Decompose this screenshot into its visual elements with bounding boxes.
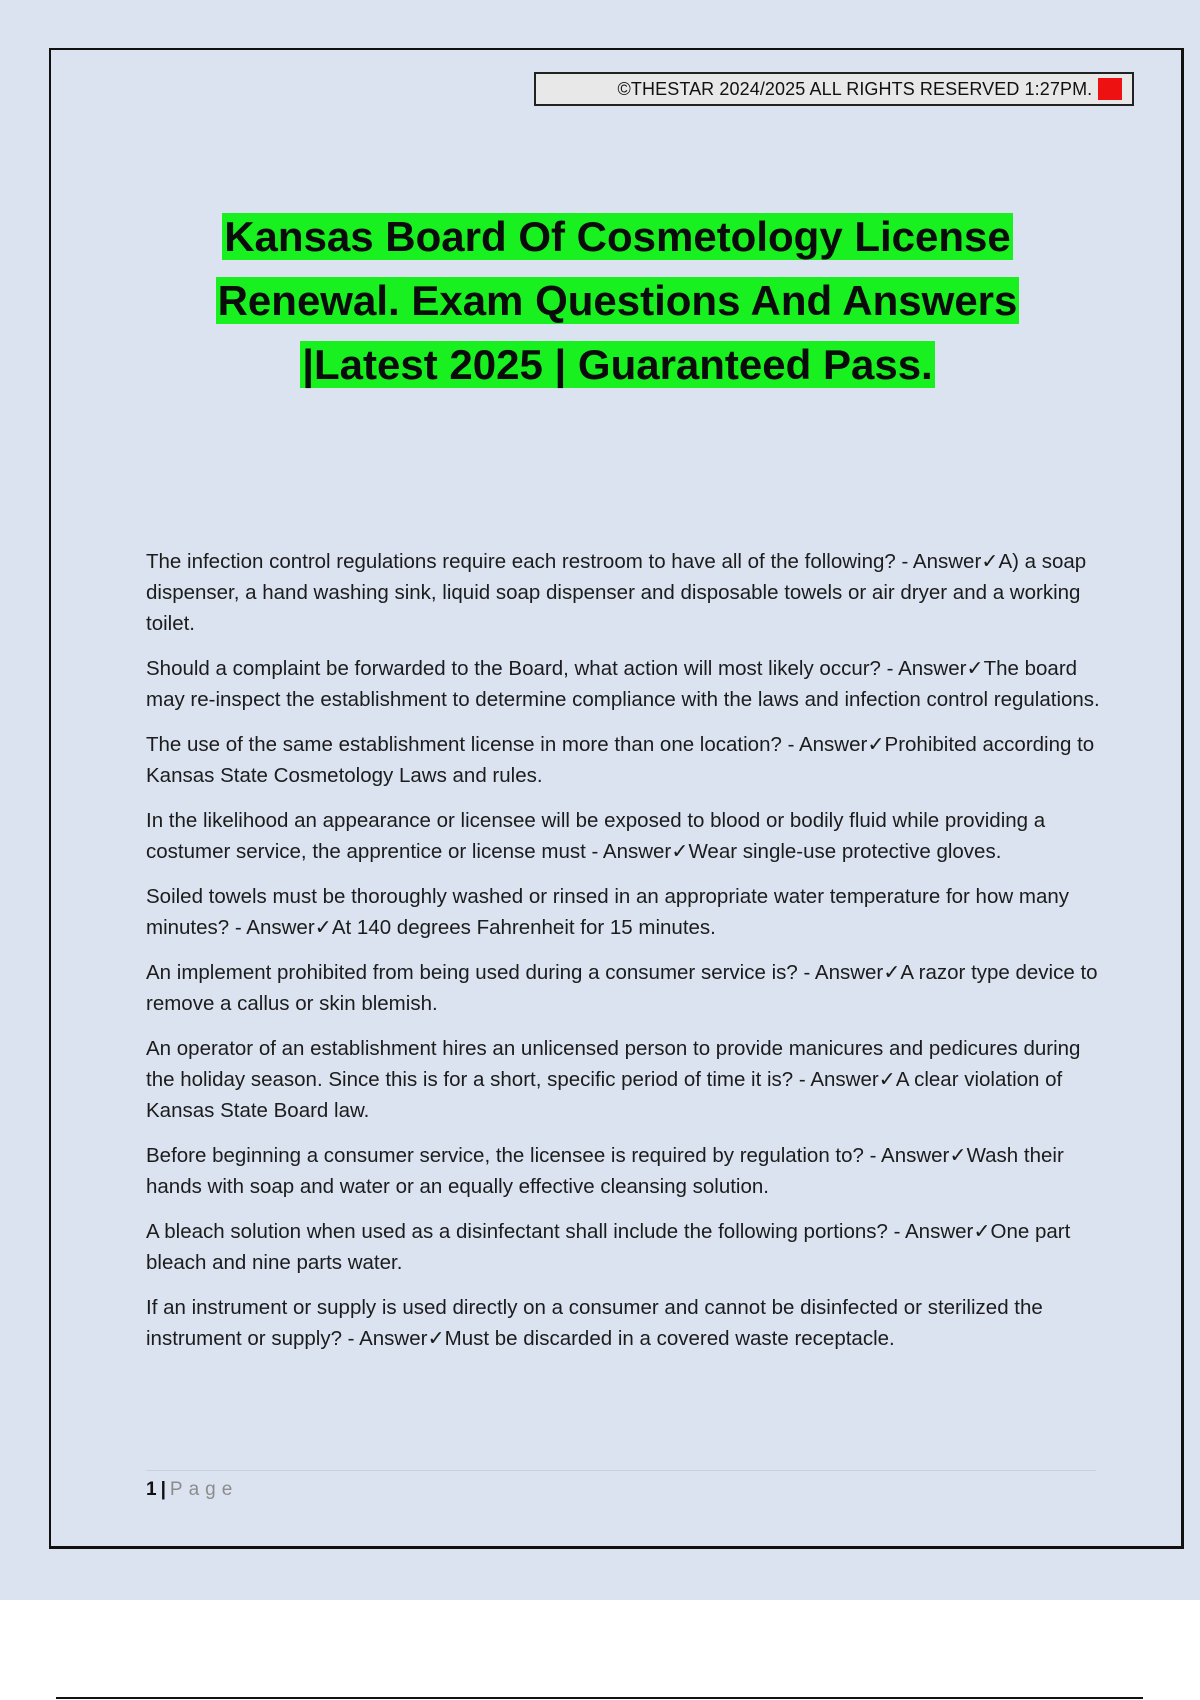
question-text: Before beginning a consumer service, the licensee is required by regulation to? - — [146, 1144, 877, 1167]
qa-item — [146, 805, 1106, 867]
page-footer — [146, 1470, 1096, 1501]
answer-text: Answer✓A) a soap dispenser, a hand washing sink, liquid soap dispenser and disposable towels or air dryer and a working toilet. — [146, 550, 1087, 635]
qa-item — [146, 546, 1106, 639]
answer-text: Answer✓A clear violation of Kansas State Board law. — [146, 1068, 1063, 1122]
qa-item — [146, 881, 1106, 943]
answer-text: Answer✓The board may re-inspect the establishment to determine compliance with the laws and infection control regulations. — [146, 657, 1100, 711]
answer-text: Answer✓One part bleach and nine parts water. — [146, 1220, 1071, 1274]
qa-item — [146, 1292, 1106, 1354]
copyright-header — [534, 72, 1134, 106]
qa-list — [146, 546, 1106, 1368]
title-line: |Latest 2025 | Guaranteed Pass. — [302, 341, 933, 388]
page-number: 1 — [146, 1479, 157, 1500]
qa-item — [146, 653, 1106, 715]
bottom-rule — [56, 1697, 1143, 1699]
title-line: Kansas Board Of Cosmetology License — [224, 213, 1011, 260]
question-text: Should a complaint be forwarded to the Board, what action will most likely occur? - — [146, 657, 894, 680]
title-line: Renewal. Exam Questions And Answers — [217, 277, 1018, 324]
qa-item — [146, 1033, 1106, 1126]
question-text: An implement prohibited from being used during a consumer service is? - — [146, 961, 811, 984]
question-text: In the likelihood an appearance or licensee will be exposed to blood or bodily fluid while providing a costumer service, the apprentice or license must - — [146, 809, 1046, 863]
qa-item — [146, 1140, 1106, 1202]
page-label: Page — [169, 1479, 239, 1500]
answer-text: Answer✓Wash their hands with soap and water or an equally effective cleansing solution. — [146, 1144, 1064, 1198]
answer-text: Answer✓Must be discarded in a covered waste receptacle. — [359, 1327, 895, 1350]
qa-item — [146, 729, 1106, 791]
question-text: Soiled towels must be thoroughly washed or rinsed in an appropriate water temperature for how many minutes? - — [146, 885, 1069, 939]
grade-badge: A+ — [1098, 78, 1122, 100]
answer-text: Answer✓A razor type device to remove a callus or skin blemish. — [146, 961, 1098, 1015]
footer-separator: | — [160, 1479, 166, 1500]
question-text: An operator of an establishment hires an unlicensed person to provide manicures and pedicures during the holiday season. Since this is for a short, specific period of time it is? - — [146, 1037, 1081, 1091]
question-text: The use of the same establishment license in more than one location? - — [146, 733, 795, 756]
question-text: If an instrument or supply is used directly on a consumer and cannot be disinfected or sterilized the instrument or supply? - — [146, 1296, 1043, 1350]
answer-text: Answer✓Wear single-use protective gloves. — [602, 840, 1002, 863]
copyright-text: ©THESTAR 2024/2025 ALL RIGHTS RESERVED 1:27PM. — [617, 78, 1093, 99]
qa-item — [146, 1216, 1106, 1278]
document-title — [150, 205, 1085, 397]
qa-item — [146, 957, 1106, 1019]
answer-text: Answer✓Prohibited according to Kansas State Cosmetology Laws and rules. — [146, 733, 1095, 787]
question-text: The infection control regulations require each restroom to have all of the following? - — [146, 550, 909, 573]
answer-text: Answer✓At 140 degrees Fahrenheit for 15 minutes. — [246, 916, 716, 939]
question-text: A bleach solution when used as a disinfectant shall include the following portions? - — [146, 1220, 901, 1243]
